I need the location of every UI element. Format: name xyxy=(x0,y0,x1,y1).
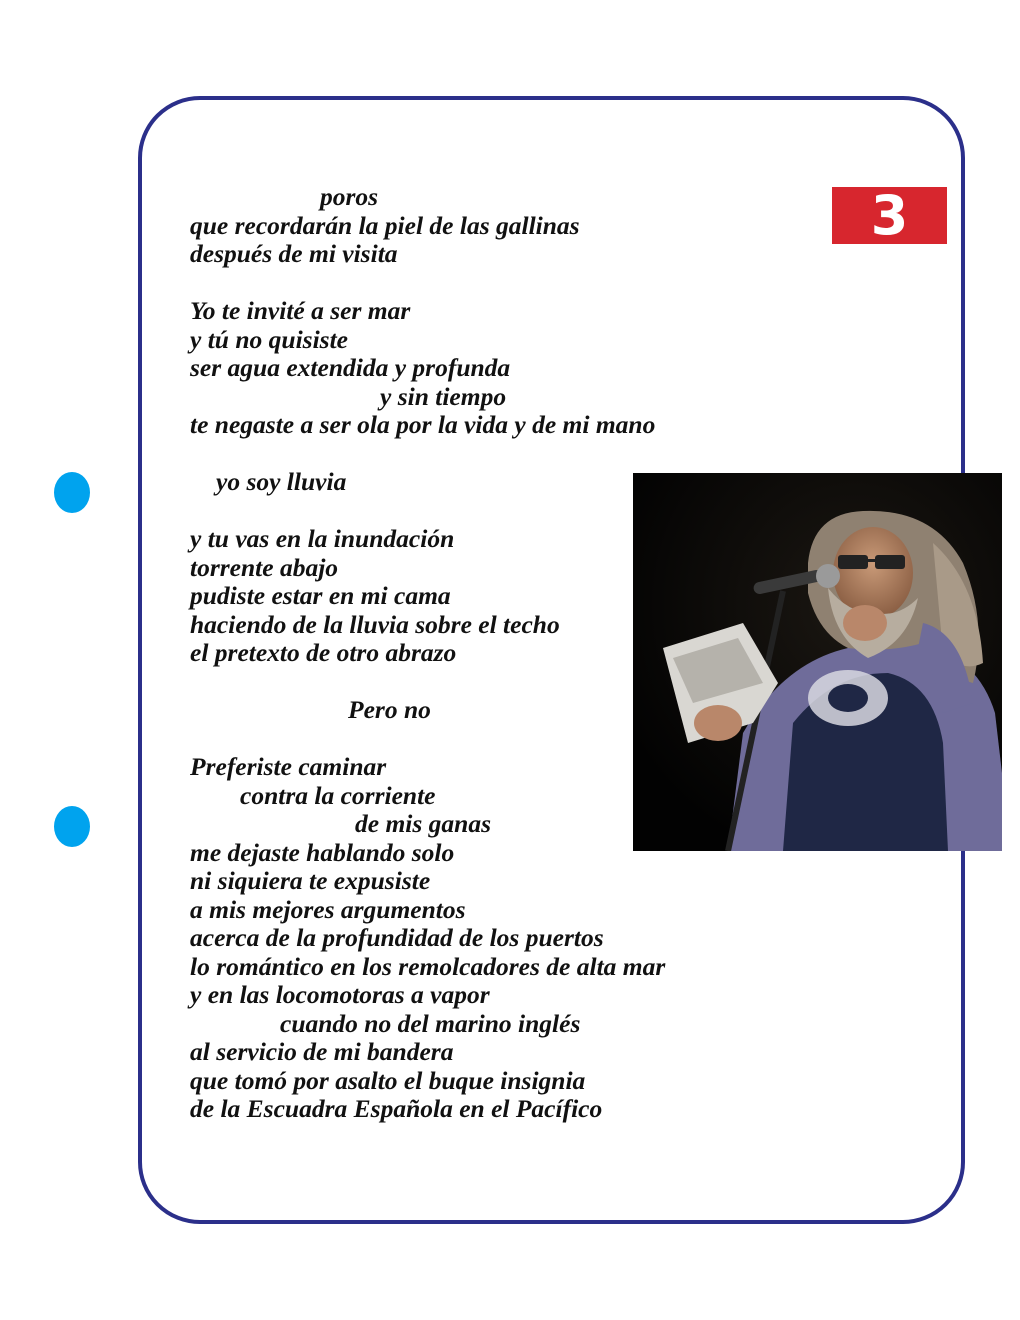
poet-photo xyxy=(633,473,1002,851)
poem-line: yo soy lluvia xyxy=(216,467,347,496)
poem-line: el pretexto de otro abrazo xyxy=(190,638,457,667)
poem-line: lo romántico en los remolcadores de alta mar xyxy=(190,951,666,981)
page-number-badge: 3 xyxy=(832,187,947,244)
poem-line xyxy=(190,440,750,469)
poem-line: me dejaste hablando solo xyxy=(190,837,455,867)
poem-line: al servicio de mi bandera xyxy=(190,1037,454,1066)
poem-line: Pero no xyxy=(348,695,431,724)
poem-line: y tu vas en la inundación xyxy=(190,524,455,553)
poem-line: después de mi visita xyxy=(190,239,398,268)
poem-line: haciendo de la lluvia sobre el techo xyxy=(190,609,560,639)
poem-line: y en las locomotoras a vapor xyxy=(190,980,490,1009)
poem-line: torrente abajo xyxy=(190,552,339,582)
binder-hole-top xyxy=(54,472,90,513)
poem-line: acerca de la profundidad de los puertos xyxy=(190,923,604,952)
poem-line: que tomó por asalto el buque insignia xyxy=(190,1065,586,1095)
poem-line: Preferiste caminar xyxy=(190,752,387,781)
poem-line: Yo te invité a ser mar xyxy=(190,296,411,325)
poem-line: contra la corriente xyxy=(240,780,436,810)
poem-line: de mis ganas xyxy=(355,809,492,838)
poem-line xyxy=(190,269,750,298)
poem-line: ser agua extendida y profunda xyxy=(190,353,511,382)
poem-line: y sin tiempo xyxy=(380,381,507,411)
poem-line: pudiste estar en mi cama xyxy=(190,581,451,610)
poem-line: que recordarán la piel de las gallinas xyxy=(190,210,580,240)
poem-line: poros xyxy=(320,182,379,211)
binder-hole-bottom xyxy=(54,806,90,847)
poem-line: de la Escuadra Española en el Pacífico xyxy=(190,1094,603,1123)
poem-line: ni siquiera te expusiste xyxy=(190,866,431,895)
poem-line: y tú no quisiste xyxy=(190,324,348,354)
poem-line: a mis mejores argumentos xyxy=(190,894,466,924)
poem-line: te negaste a ser ola por la vida y de mi mano xyxy=(190,410,656,439)
poem-line: cuando no del marino inglés xyxy=(280,1008,581,1038)
